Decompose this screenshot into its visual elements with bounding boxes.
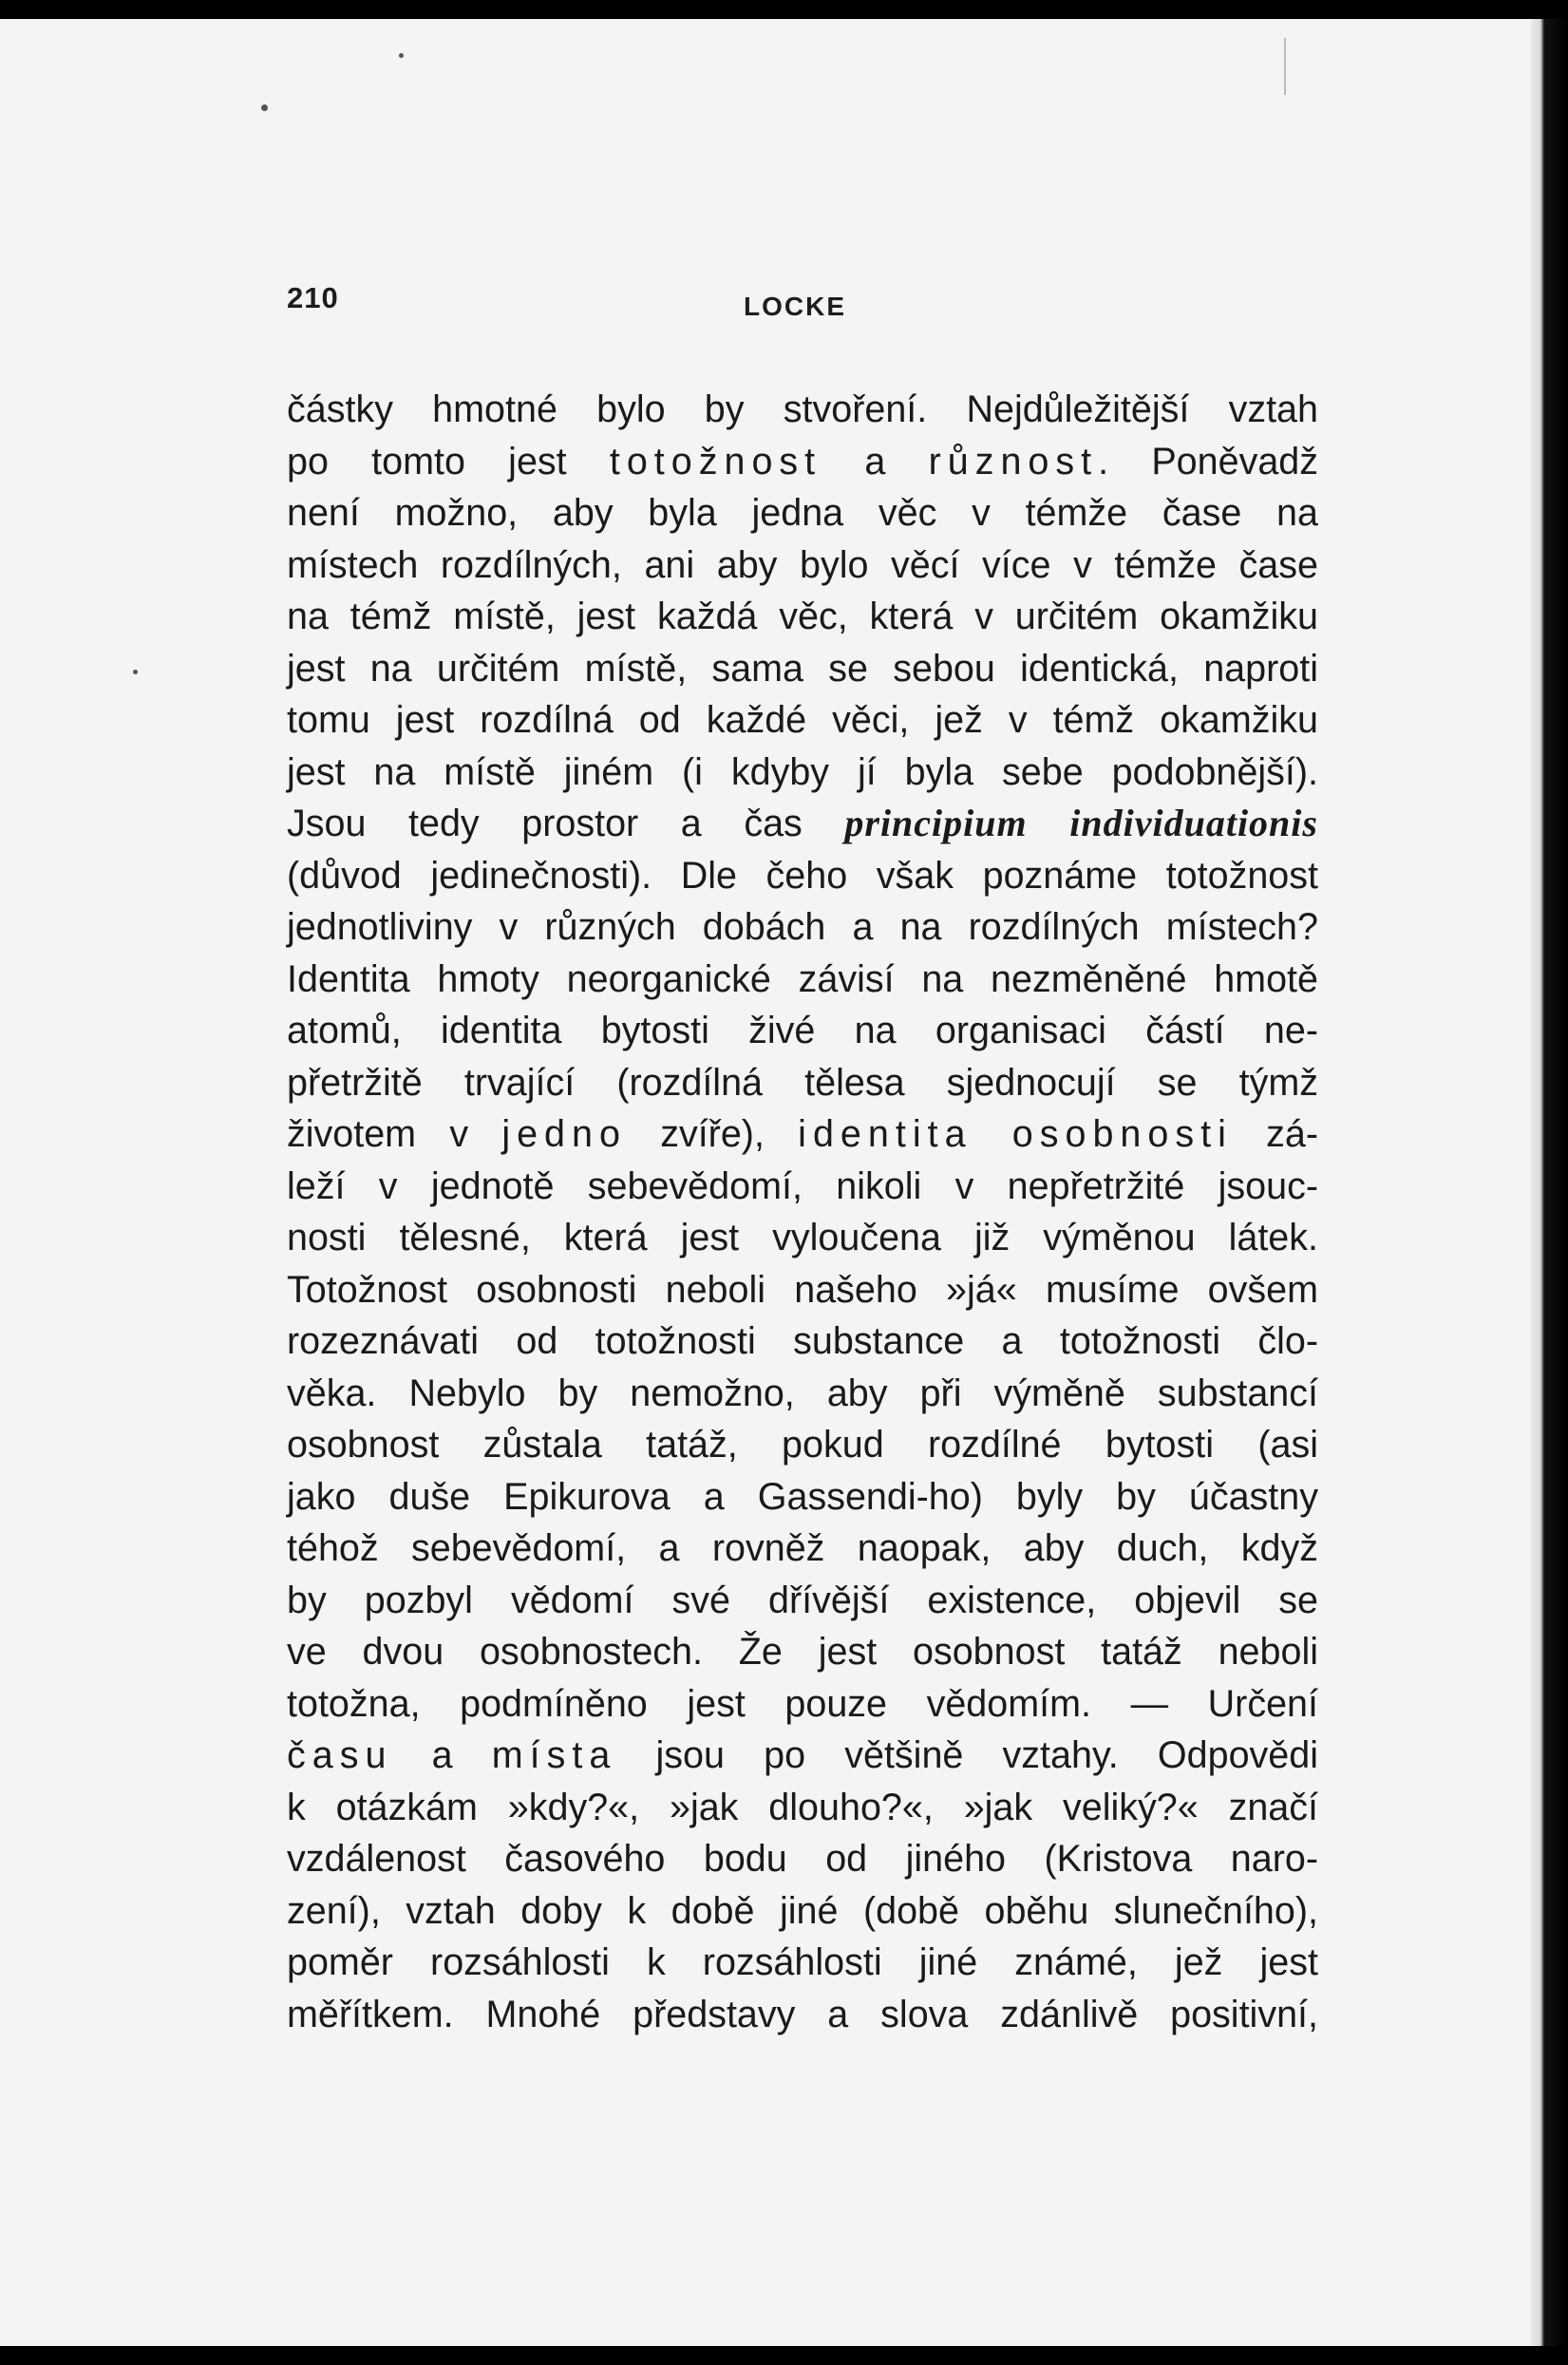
text-line: zení), vztah doby k době jiné (době oběhu slunečního),	[287, 1889, 1318, 1932]
text-line: po tomto jest totožnost a různost. Poněvadž	[287, 440, 1319, 482]
text-line: Identita hmoty neorganické závisí na nezměněné hmotě	[287, 957, 1318, 1000]
scan-mark	[1284, 38, 1286, 95]
text-line: měřítkem. Mnohé představy a slova zdánlivě positivní,	[287, 1993, 1318, 2035]
text-line: přetržitě trvající (rozdílná tělesa sjednocují se týmž	[287, 1061, 1318, 1104]
text-line: ve dvou osobnostech. Že jest osobnost tatáž neboli	[287, 1631, 1318, 1673]
spaced-emphasis: místa	[491, 1734, 617, 1776]
text-line: leží v jednotě sebevědomí, nikoli v nepřetržité jsouc-	[287, 1164, 1318, 1207]
text-line: věka. Nebylo by nemožno, aby při výměně substancí	[287, 1372, 1318, 1414]
text-line: tomu jest rozdílná od každé věci, jež v témž okamžiku	[287, 699, 1318, 741]
text-line: částky hmotné bylo by stvoření. Nejdůležitější vztah	[287, 388, 1318, 430]
page-edge	[1531, 19, 1568, 2346]
scan-speck	[261, 104, 268, 111]
text-line: jednotliviny v různých dobách a na rozdílných místech?	[287, 906, 1318, 948]
text-line: téhož sebevědomí, a rovněž naopak, aby duch, když	[287, 1527, 1318, 1569]
text-line: Totožnost osobnosti neboli našeho »já« musíme ovšem	[287, 1268, 1318, 1311]
spaced-emphasis: různost	[928, 440, 1099, 482]
scan-speck	[399, 53, 404, 58]
spaced-emphasis: identita osobnosti	[798, 1113, 1233, 1155]
text-line: není možno, aby byla jedna věc v témže čase na	[287, 492, 1318, 534]
text-line: (důvod jedinečnosti). Dle čeho však poznáme totožnost	[287, 854, 1318, 897]
spaced-emphasis: jedno	[501, 1113, 627, 1155]
page-number: 210	[287, 281, 339, 314]
text-line: času a místa jsou po většině vztahy. Odpovědi	[287, 1734, 1319, 1776]
text-line: nosti tělesné, která jest vyloučena již výměnou látek.	[287, 1217, 1318, 1258]
text-line: životem v jedno zvíře), identita osobnosti zá-	[287, 1113, 1318, 1155]
spaced-emphasis: času	[287, 1734, 393, 1776]
text-line: jako duše Epikurova a Gassendi-ho) byly by účastny	[287, 1475, 1318, 1518]
running-title: LOCKE	[744, 292, 846, 321]
text-line: poměr rozsáhlosti k rozsáhlosti jiné známé, jež jest	[287, 1941, 1318, 1983]
text-line: na témž místě, jest každá věc, která v určitém okamžiku	[287, 596, 1318, 637]
text-line: totožna, podmíněno jest pouze vědomím. — Určení	[287, 1682, 1318, 1725]
text-line: atomů, identita bytosti živé na organisaci částí ne-	[287, 1010, 1318, 1051]
text-line: rozeznávati od totožnosti substance a totožnosti člo-	[287, 1320, 1318, 1362]
text-line: k otázkám »kdy?«, »jak dlouho?«, »jak veliký?« značí	[287, 1786, 1318, 1828]
text-line: místech rozdílných, ani aby bylo věcí více v témže čase	[287, 543, 1318, 586]
spaced-emphasis: totožnost	[609, 440, 822, 482]
text-line: jest na místě jiném (i kdyby jí byla sebe podobnější).	[287, 750, 1318, 793]
body-text	[287, 384, 1318, 2040]
text-line: vzdálenost časového bodu od jiného (Kristova naro-	[287, 1838, 1318, 1880]
italic-emphasis: principium individuationis	[844, 802, 1318, 844]
text-line: jest na určitém místě, sama se sebou identická, naproti	[287, 647, 1318, 690]
text-line: osobnost zůstala tatáž, pokud rozdílné bytosti (asi	[287, 1424, 1318, 1466]
scan-speck	[133, 670, 138, 674]
text-line: by pozbyl vědomí své dřívější existence, objevil se	[287, 1579, 1318, 1621]
text-line: Jsou tedy prostor a čas principium individuationis	[287, 802, 1318, 844]
